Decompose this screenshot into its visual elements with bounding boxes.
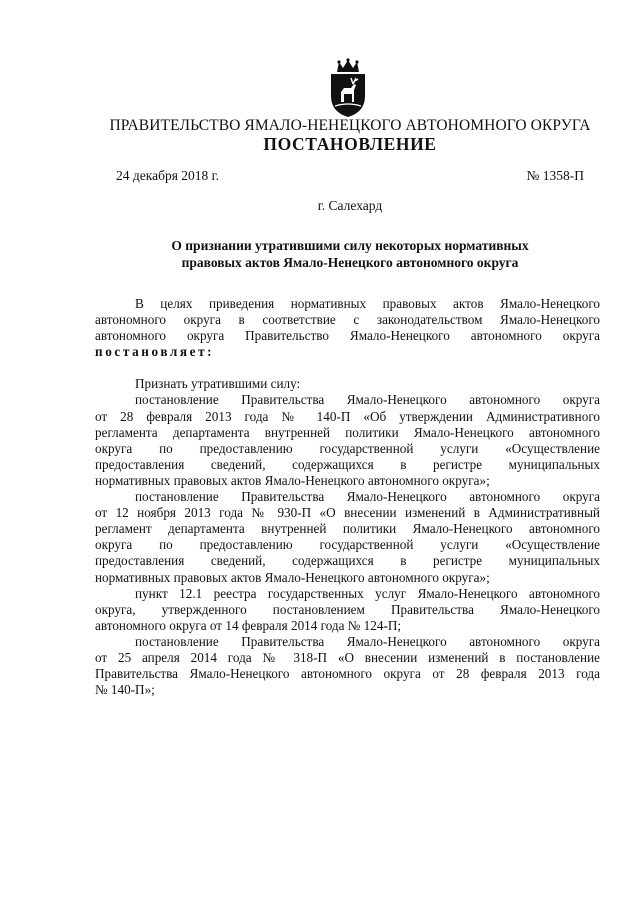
document-number: № 1358-П <box>526 168 584 183</box>
decree-word: постановляет: <box>95 344 215 360</box>
item-line: округа по предоставлению государственной услуги «Осуществление <box>95 440 600 456</box>
item-line: пункт 12.1 реестра государственных услуг Ямало-Ненецкого автономного <box>135 585 600 601</box>
document-date: 24 декабря 2018 г. <box>116 168 220 183</box>
item-line: № 140-П»; <box>95 682 155 698</box>
title-line: правовых актов Ямало-Ненецкого автономного округа <box>181 255 519 270</box>
decree-line <box>95 344 600 360</box>
intro-line: Признать утратившими силу: <box>135 376 301 392</box>
item-line: предоставления сведений, содержащихся в регистре муниципальных <box>95 456 600 472</box>
preamble-line: В целях приведения нормативных правовых актов Ямало-Ненецкого <box>135 296 600 311</box>
preamble-line: автономного округа в соответствие с законодательством Ямало-Ненецкого <box>95 312 600 328</box>
yamal-coat-of-arms-icon <box>327 58 369 118</box>
item-line: от 25 апреля 2014 года № 318-П «О внесении изменений в постановление <box>95 649 600 665</box>
title-line: О признании утратившими силу некоторых нормативных <box>171 238 529 253</box>
preamble-line: автономного округа Правительство Ямало-Ненецкого автономного округа <box>95 328 600 344</box>
item-line: округа по предоставлению государственной услуги «Осуществление <box>95 537 600 553</box>
item-line: постановление Правительства Ямало-Ненецкого автономного округа <box>135 633 600 649</box>
item-line: постановление Правительства Ямало-Ненецкого автономного округа <box>135 392 600 408</box>
item-line: регламент департамента внутренней политики Ямало-Ненецкого автономного <box>95 521 600 537</box>
document-city: г. Салехард <box>317 198 383 213</box>
document-title <box>95 237 605 271</box>
item-line: от 28 февраля 2013 года № 140-П «Об утверждении Административного <box>95 408 600 424</box>
item-line: Правительства Ямало-Ненецкого автономного округа от 28 февраля 2013 года <box>95 666 600 682</box>
item-line: нормативных правовых актов Ямало-Ненецкого автономного округа»; <box>95 569 490 585</box>
item-line: постановление Правительства Ямало-Ненецкого автономного округа <box>135 489 600 505</box>
item-line: округа, утвержденного постановлением Правительства Ямало-Ненецкого <box>95 601 600 617</box>
document-type: ПОСТАНОВЛЕНИЕ <box>263 134 437 154</box>
item-line: от 12 ноября 2013 года № 930-П «О внесении изменений в Административный <box>95 505 600 521</box>
item-line: автономного округа от 14 февраля 2014 года № 124-П; <box>95 617 402 633</box>
item-line: нормативных правовых актов Ямало-Ненецкого автономного округа»; <box>95 472 490 488</box>
item-line: предоставления сведений, содержащихся в регистре муниципальных <box>95 553 600 569</box>
government-name: ПРАВИТЕЛЬСТВО ЯМАЛО-НЕНЕЦКОГО АВТОНОМНОГО ОКРУГА <box>109 117 591 134</box>
item-line: регламента департамента внутренней политики Ямало-Ненецкого автономного <box>95 424 600 440</box>
document-body <box>95 296 600 698</box>
